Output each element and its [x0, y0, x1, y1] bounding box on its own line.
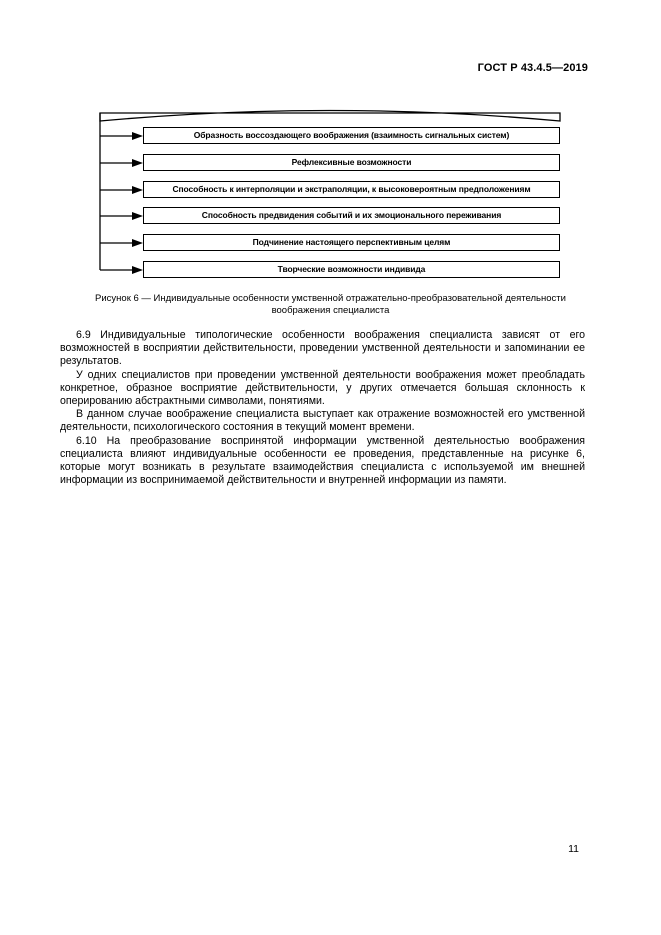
arrow-head-3 [132, 186, 143, 194]
arrow-head-4 [132, 212, 143, 220]
caption-line-1: Рисунок 6 — Индивидуальные особенности умственной отражательно-преобразовательной деятельности [95, 293, 566, 304]
figure-6-diagram [0, 0, 661, 300]
paragraph-6-10: 6.10 На преобразование воспринятой информации умственной деятельностью воображения специалиста влияют индивидуальные особенности ее проведения, представленные на рисунке 6, которые могут возникать в результате взаимодействия специалиста с используемой им внешней информации из воспринимаемой действительности и внутренней информации из памяти. [60, 434, 585, 487]
figure-caption [60, 293, 601, 317]
arrow-head-2 [132, 159, 143, 167]
arrow-head-5 [132, 239, 143, 247]
arrow-head-6 [132, 266, 143, 274]
body-text [60, 329, 585, 487]
diagram-connectors [0, 0, 661, 300]
paragraph-reflection: В данном случае воображение специалиста выступает как отражение возможностей его умственной деятельности, психологического состояния в текущий момент времени. [60, 408, 585, 434]
feature-box-6: Творческие возможности индивида [143, 261, 560, 278]
feature-box-5: Подчинение настоящего перспективным целям [143, 234, 560, 251]
feature-box-4: Способность предвидения событий и их эмоционального переживания [143, 207, 560, 224]
document-code: ГОСТ Р 43.4.5—2019 [477, 62, 588, 74]
page-number: 11 [568, 843, 579, 855]
feature-box-2: Рефлексивные возможности [143, 154, 560, 171]
feature-box-3: Способность к интерполяции и экстраполяции, к высоковероятным предположениям [143, 181, 560, 198]
feature-box-1: Образность воссоздающего воображения (взаимность сигнальных систем) [143, 127, 560, 144]
caption-line-2: воображения специалиста [271, 305, 390, 316]
arrow-head-1 [132, 132, 143, 140]
brace-top-shape [100, 111, 560, 122]
arrows [100, 132, 143, 274]
paragraph-6-9: 6.9 Индивидуальные типологические особенности воображения специалиста зависят от его возможностей в восприятии действительности, проведении умственной деятельности и запоминании ее результатов. [60, 329, 585, 368]
paragraph-concrete-vs-abstract: У одних специалистов при проведении умственной деятельности воображения может преобладать конкретное, образное восприятие действительности, у других отмечается большая склонность к оперированию абстрактными символами, понятиями. [60, 368, 585, 408]
